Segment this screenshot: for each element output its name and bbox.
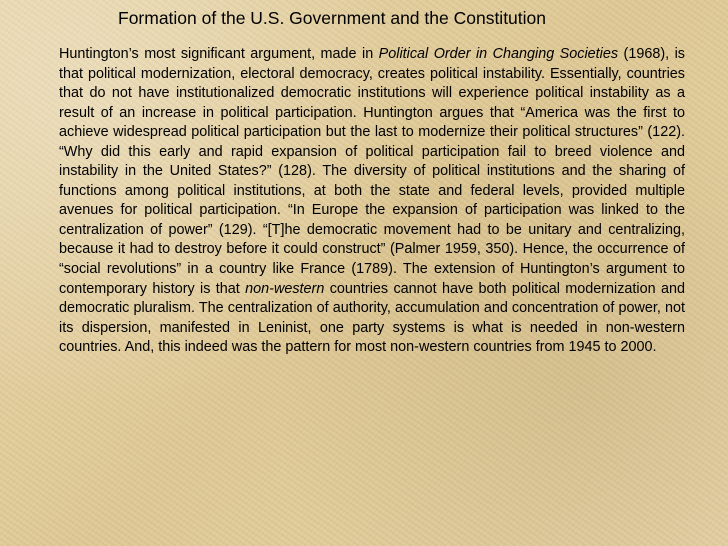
slide-title: Formation of the U.S. Government and the Constitution bbox=[118, 8, 546, 28]
paragraph-text-1: Huntington’s most significant argument, made in bbox=[59, 46, 379, 62]
paragraph-text-3: countries cannot have both political modernization and democratic pluralism. The centralization of authority, accumulation and concentration of power, not its dispersion, manifested in Leninist, one party systems is what is needed in non-western countries. And, this indeed was the pattern for most non-western countries from 1945 to 2000. bbox=[59, 280, 685, 356]
book-title: Political Order in Changing Societies bbox=[378, 46, 619, 62]
paragraph-text-2: (1968), is that political modernization, electoral democracy, creates political instability. Essentially, countries that do not have institutionalized democratic institutions will experience political instability as a result of an increase in political participation. Huntington argues that “America was the first to achieve widespread political participation but the last to modernize their political structures” (122). “Why did this early and rapid expansion of political participation fail to breed violence and instability in the United States?” (128). The diversity of political institutions and the sharing of functions among political institutions, at both the state and federal levels, provided multiple avenues for political participation. “In Europe the expansion of participation was linked to the centralization of power” (129). “[T]he democratic movement had to be unitary and centralizing, because it had to destroy before it could construct” (Palmer 1959, 350). Hence, the occurrence of “social revolutions” in a country like France (1789). The extension of Huntington’s argument to contemporary history is that bbox=[59, 46, 685, 297]
emphasis-non-western: non-western bbox=[245, 280, 325, 297]
body-paragraph bbox=[59, 45, 685, 358]
